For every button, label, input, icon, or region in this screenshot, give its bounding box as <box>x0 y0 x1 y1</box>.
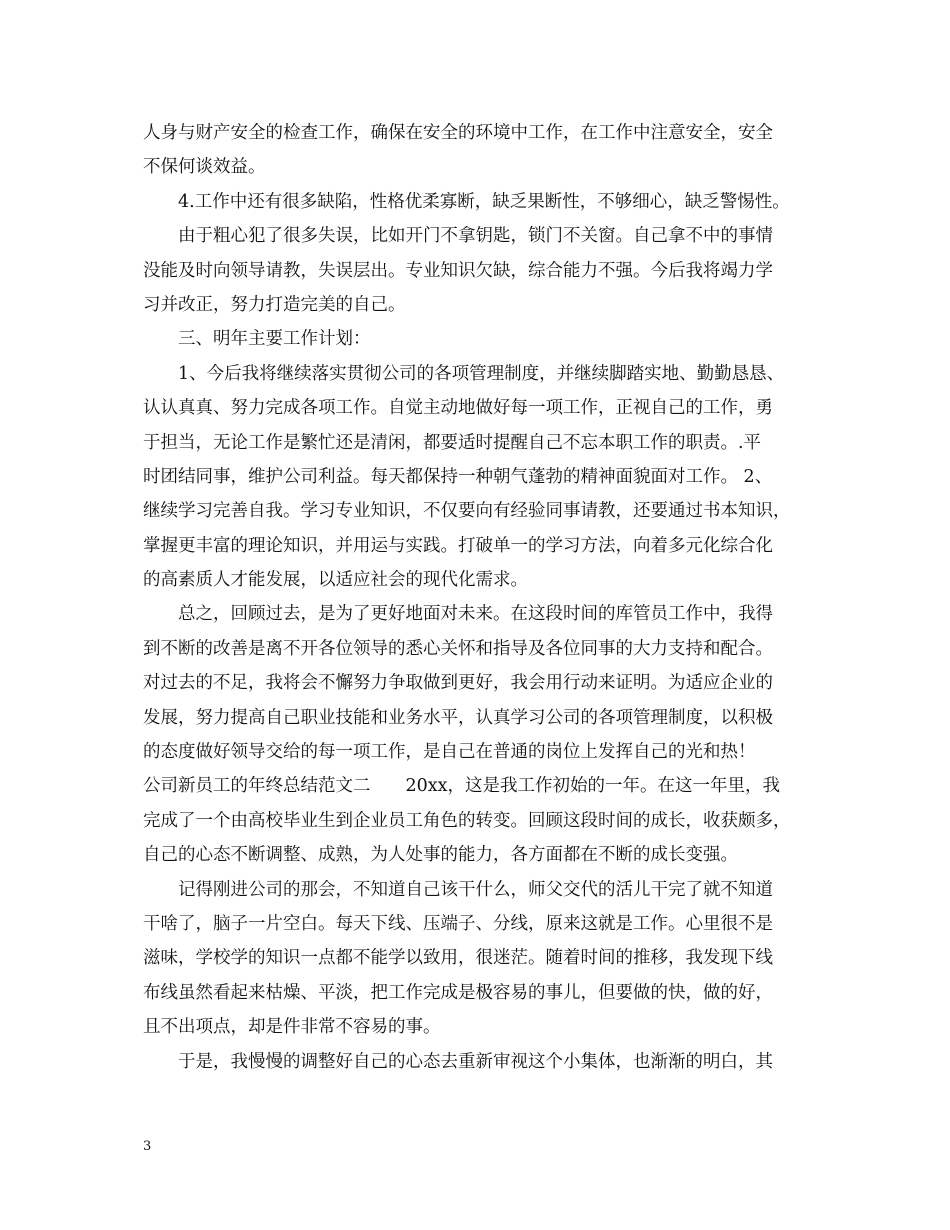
text-line: 对过去的不足，我将会不懈努力争取做到更好，我会用行动来证明。为适应企业的 <box>143 673 773 694</box>
text-line: 的高素质人才能发展，以适应社会的现代化需求。 <box>143 570 528 591</box>
text-line: 布线虽然看起来枯燥、平淡，把工作完成是极容易的事儿，但要做的快，做的好， <box>143 982 773 1003</box>
text-line: 到不断的改善是离不开各位领导的悉心关怀和指导及各位同事的大力支持和配合。 <box>143 638 773 659</box>
page-body <box>143 116 823 1079</box>
text-line: 于担当，无论工作是繁忙还是清闲，都要适时提醒自己不忘本职工作的职责。.平 <box>143 432 762 453</box>
text-line: 不保何谈效益。 <box>143 157 266 178</box>
text-line: 掌握更丰富的理论知识，并用运与实践。打破单一的学习方法，向着多元化综合化 <box>143 535 773 556</box>
text-line: 干啥了，脑子一片空白。每天下线、压端子、分线，原来这就是工作。心里很不是 <box>143 913 773 934</box>
text-line: 自己的心态不断调整、成熟，为人处事的能力，各方面都在不断的成长变强。 <box>143 845 738 866</box>
text-line: 认认真真、努力完成各项工作。自觉主动地做好每一项工作，正视自己的工作，勇 <box>143 398 773 419</box>
text-line: 习并改正，努力打造完美的自己。 <box>143 294 406 315</box>
text-line: 三、明年主要工作计划： <box>178 329 371 350</box>
text-line: 且不出项点，却是件非常不容易的事。 <box>143 1017 441 1038</box>
text-line: 滋味，学校学的知识一点都不能学以致用，很迷茫。随着时间的推移，我发现下线 <box>143 948 773 969</box>
text-line: 4.工作中还有很多缺陷，性格优柔寡断，缺乏果断性，不够细心，缺乏警惕性。 <box>178 191 790 212</box>
text-line: 人身与财产安全的检查工作，确保在安全的环境中工作，在工作中注意安全，安全 <box>143 123 773 143</box>
text-line: 于是，我慢慢的调整好自己的心态去重新审视这个小集体，也渐渐的明白，其 <box>178 1051 773 1072</box>
text-line: 时团结同事，维护公司利益。每天都保持一种朝气蓬勃的精神面貌面对工作。 2、 <box>143 466 773 487</box>
text-line: 完成了一个由高校毕业生到企业员工角色的转变。回顾这段时间的成长，收获颇多， <box>143 810 791 831</box>
text-line: 1、今后我将继续落实贯彻公司的各项管理制度，并继续脚踏实地、勤勤恳恳、 <box>178 363 785 384</box>
text-line: 没能及时向领导请教，失误层出。专业知识欠缺，综合能力不强。今后我将竭力学 <box>143 260 773 281</box>
text-line: 公司新员工的年终总结范文二 20xx，这是我工作初始的一年。在这一年里，我 <box>143 776 781 797</box>
text-line: 总之，回顾过去，是为了更好地面对未来。在这段时间的库管员工作中，我得 <box>178 604 773 625</box>
text-line: 记得刚进公司的那会，不知道自己该干什么，师父交代的活儿干完了就不知道 <box>178 879 773 900</box>
page-number: 3 <box>143 1139 152 1154</box>
text-line: 由于粗心犯了很多失误，比如开门不拿钥匙，锁门不关窗。自己拿不中的事情 <box>178 226 773 247</box>
text-line: 的态度做好领导交给的每一项工作，是自己在普通的岗位上发挥自己的光和热！ <box>143 742 756 763</box>
text-line: 发展，努力提高自己职业技能和业务水平，认真学习公司的各项管理制度，以积极 <box>143 707 773 728</box>
text-line: 继续学习完善自我。学习专业知识，不仅要向有经验同事请教，还要通过书本知识， <box>143 501 791 522</box>
